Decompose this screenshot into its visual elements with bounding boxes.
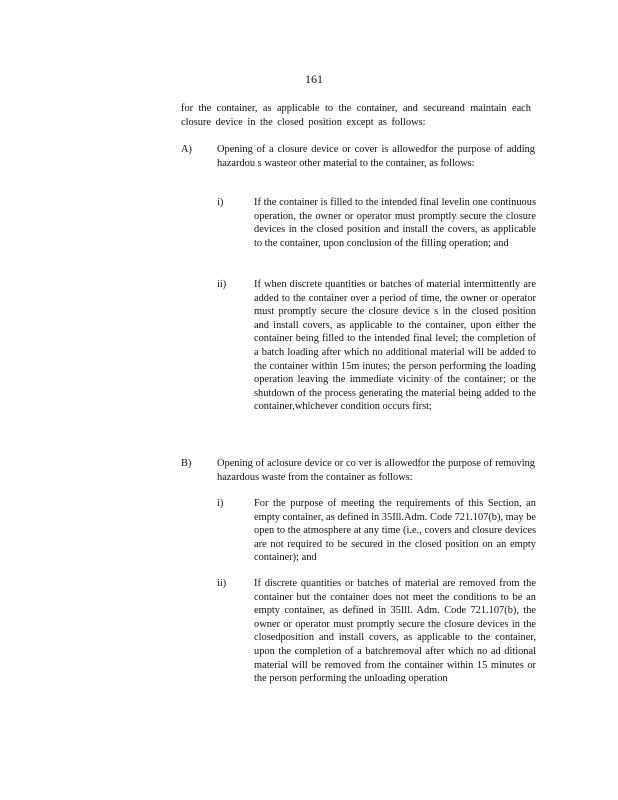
section-a-label: A)	[181, 144, 192, 155]
section-b-item-ii-label: ii)	[217, 578, 227, 589]
section-b-item-i-text: For the purpose of meeting the requirements of this Section, an empty container, as defined in 35Ill.Adm. Code 721.107(b), may be open to the atmosphere at any time (i.e., covers and closure devices are not required to be secured in the closed position on an empty container); and	[254, 498, 536, 564]
section-b-label: B)	[181, 458, 192, 469]
section-a-item-ii-text: If when discrete quantities or batches of material intermittently are added to the container over a period of time, the owner or operator must promptly secure the closure device s in the closed position and install covers, as applicable to the container, upon either the container being filled to the intended final level; the completion of a batch loading after which no additional material will be added to the container within 15m inutes; the person performing the loading operation leaving the immediate vicinity of the container; or the shutdown of the process generating the material being added to the container,whichever condition occurs first;	[254, 279, 536, 413]
section-b-item-i-label: i)	[217, 498, 224, 509]
section-b-text: Opening of aclosure device or co ver is allowedfor the purpose of removing hazardous waste from the container as follows:	[217, 458, 535, 483]
page-number: 161	[305, 72, 323, 86]
section-a-item-ii-label: ii)	[217, 279, 227, 290]
intro-paragraph: for the container, as applicable to the container, and secureand maintain each closure device in the closed position except as follows:	[181, 103, 531, 128]
section-a-text: Opening of a closure device or cover is allowedfor the purpose of adding hazardou s wasteor other material to the container, as follows:	[217, 144, 535, 169]
section-a-item-i-text: If the container is filled to the intended final levelin one continuous operation, the owner or operator must promptly secure the closure devices in the closed position and install the covers, as applicable to the container, upon conclusion of the filling operation; and	[254, 197, 536, 249]
section-a-item-i-label: i)	[217, 197, 224, 208]
section-b-item-ii-text: If discrete quantities or batches of material are removed from the container but the container does not meet the conditions to be an empty container, as defined in 35Ill. Adm. Code 721.107(b), the owner or operator must promptly secure the closure devices in the closedposition and install covers, as applicable to the container, upon the completion of a batchremoval after which no ad ditional material will be removed from the container within 15 minutes or the person performing the unloading operation	[254, 578, 536, 685]
